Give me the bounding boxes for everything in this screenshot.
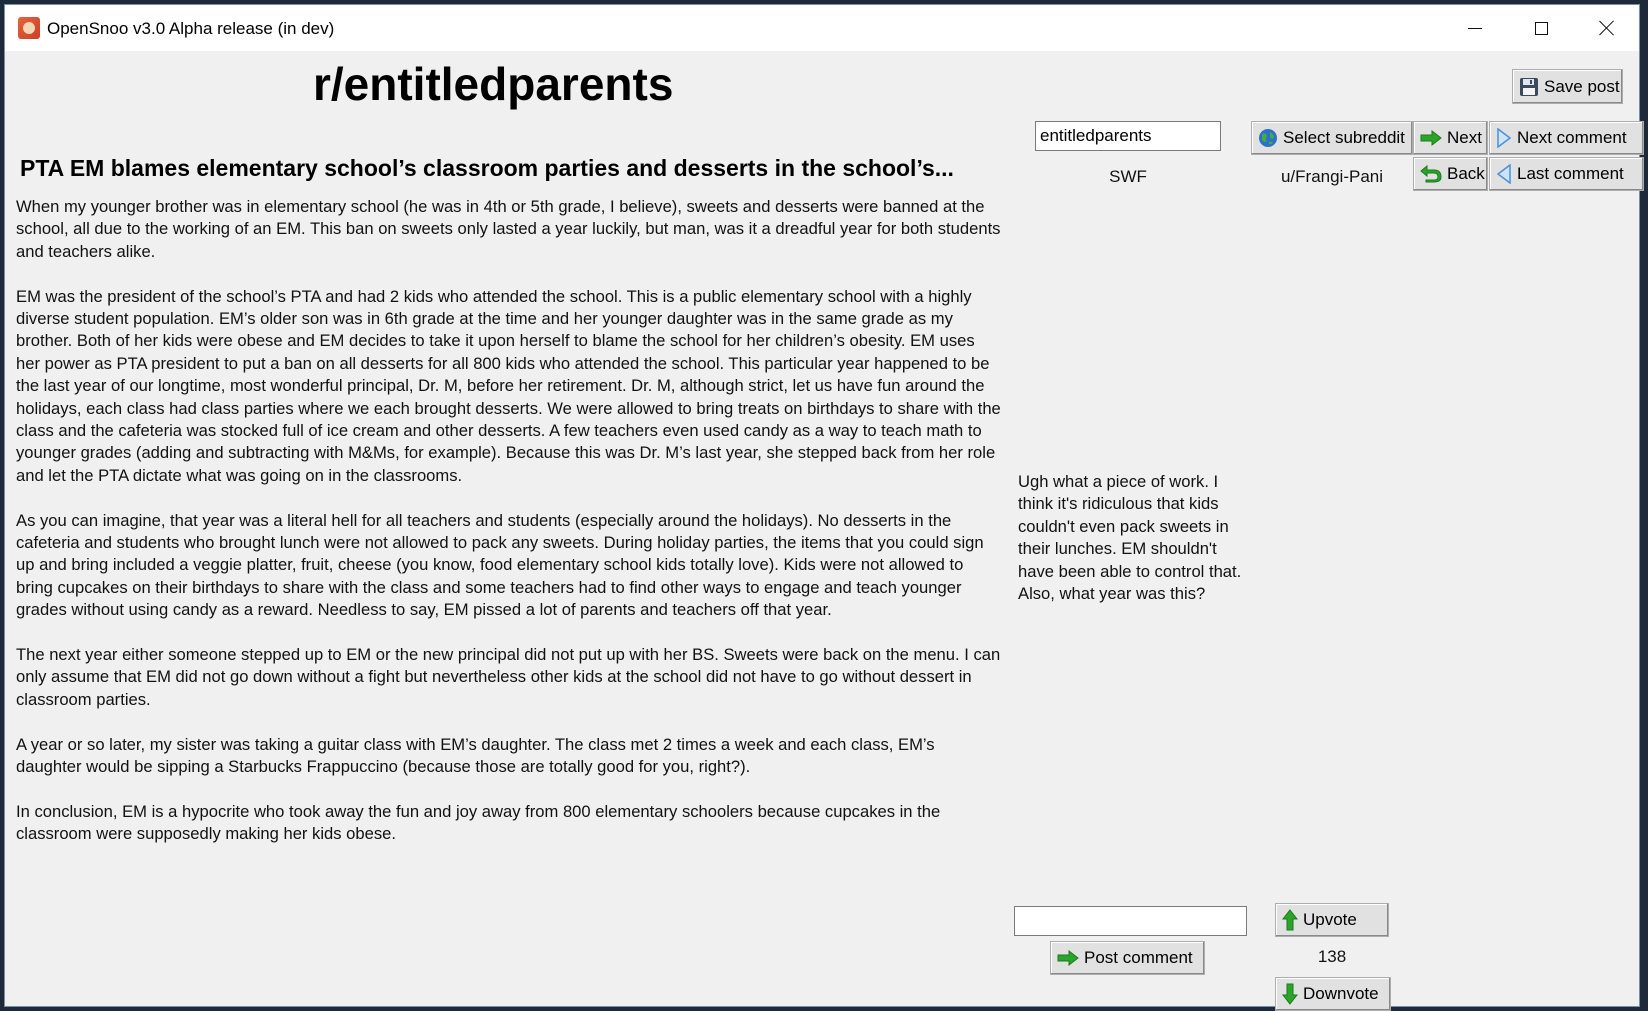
app-icon (18, 17, 40, 39)
post-paragraph: EM was the president of the school’s PTA and had 2 kids who attended the school. This is a public elementary school with a highly diverse student population. EM’s older son was in 6th grade at the time and her younger daughter was in the same grade as my brother. Both of her kids were obese and EM decides to take it upon herself to blame the school for her children’s obesity. EM uses her power as PTA president to put a ban on all desserts for all 800 kids who attended the school. This particular year happened to be the last year of our longtime, most wonderful principal, Dr. M, before her retirement. Dr. M, although strict, let us have fun around the holidays, each class had class parties where we each brought desserts. We were allowed to bring treats on birthdays to share with the class and the cafeteria was stocked full of ice cream and other desserts. A few teachers even used candy as a way to teach math to younger grades (adding and subtracting with M&Ms, for example). Because this was Dr. M’s last year, she stepped back from her role and let the PTA dictate what was going on in the classrooms. (16, 286, 1001, 485)
close-button[interactable] (1574, 5, 1640, 51)
post-paragraph: In conclusion, EM is a hypocrite who took away the fun and joy away from 800 elementary schoolers because cupcakes in the classroom were supposedly making her kids obese. (16, 801, 941, 844)
arrow-down-icon (1282, 983, 1298, 1005)
arrow-right-icon (1057, 950, 1079, 966)
last-comment-label: Last comment (1517, 164, 1624, 183)
upvote-label: Upvote (1303, 910, 1357, 929)
floppy-disk-icon (1519, 77, 1539, 97)
title-bar[interactable] (5, 5, 1639, 51)
downvote-label: Downvote (1303, 984, 1379, 1003)
post-paragraph: A year or so later, my sister was taking a guitar class with EM’s daughter. The class met 2 times a week and each class, EM’s daughter would be sipping a Starbucks Frappuccino (because those are totally good for you, right?). (16, 734, 935, 777)
next-comment-label: Next comment (1517, 128, 1627, 147)
maximize-button[interactable] (1508, 5, 1574, 51)
triangle-right-icon (1496, 128, 1512, 148)
minimize-icon (1468, 28, 1482, 29)
save-post-button[interactable] (1512, 69, 1623, 104)
select-subreddit-button[interactable] (1251, 121, 1413, 155)
maximize-icon (1535, 22, 1548, 35)
post-paragraph: When my younger brother was in elementary school (he was in 4th or 5th grade, I believe), sweets and desserts were banned at the school, all due to the working of an EM. This ban on sweets only lasted a year luckily, but man, was it a dreadful year for both students and teachers alike. (16, 197, 1001, 261)
app-window (4, 4, 1640, 1007)
triangle-left-icon (1496, 164, 1512, 184)
post-comment-button[interactable] (1050, 941, 1205, 975)
minimize-button[interactable] (1442, 5, 1508, 51)
back-button[interactable] (1413, 157, 1488, 191)
last-comment-button[interactable] (1489, 157, 1644, 191)
vote-score: 138 (1317, 947, 1347, 966)
next-button[interactable] (1413, 121, 1488, 155)
post-paragraph: As you can imagine, that year was a literal hell for all teachers and students (especially around the holidays). No desserts in the cafeteria and students who brought lunch were not allowed to pack any sweets. During holiday parties, the items that you could sign up and bring included a veggie platter, fruit, cheese (you know, food elementary school kids totally love). Kids were not allowed to bring cupcakes on their birthdays to share with the class and some teachers had to find other ways to engage and teach younger grades without using candy as a reward. Needless to say, EM pissed a lot of parents and teachers off that year. (16, 510, 984, 620)
upvote-button[interactable] (1275, 903, 1389, 937)
globe-icon (1258, 128, 1278, 148)
comment-input[interactable] (1014, 906, 1247, 936)
post-paragraph: The next year either someone stepped up to EM or the new principal did not put up with her BS. Sweets were back on the menu. I can only assume that EM did not go down without a fight but nevertheless other kids at the school did not have to go without dessert in classroom parties. (16, 645, 1001, 709)
post-comment-label: Post comment (1084, 948, 1193, 967)
close-icon (1599, 20, 1615, 36)
arrow-right-icon (1420, 130, 1442, 146)
post-flair: SWF (1109, 167, 1147, 186)
back-label: Back (1447, 164, 1485, 183)
subreddit-title: r/entitledparents (313, 58, 674, 110)
save-post-label: Save post (1544, 76, 1620, 96)
downvote-button[interactable] (1275, 977, 1391, 1011)
main-content (5, 51, 1639, 1006)
arrow-up-icon (1282, 909, 1298, 931)
post-title: PTA EM blames elementary school’s classroom parties and desserts in the school’s... (20, 155, 954, 181)
window-title: OpenSnoo v3.0 Alpha release (in dev) (47, 19, 335, 38)
return-arrow-icon (1420, 165, 1442, 183)
post-body (16, 196, 1001, 868)
select-subreddit-label: Select subreddit (1283, 128, 1405, 147)
subreddit-input[interactable] (1035, 121, 1221, 151)
post-author: u/Frangi-Pani (1280, 167, 1384, 186)
next-comment-button[interactable] (1489, 121, 1644, 155)
next-label: Next (1447, 128, 1482, 147)
comment-text: Ugh what a piece of work. I think it's ridiculous that kids couldn't even pack sweets in their lunches. EM shouldn't have been able to control that. Also, what year was this? (1018, 472, 1242, 604)
